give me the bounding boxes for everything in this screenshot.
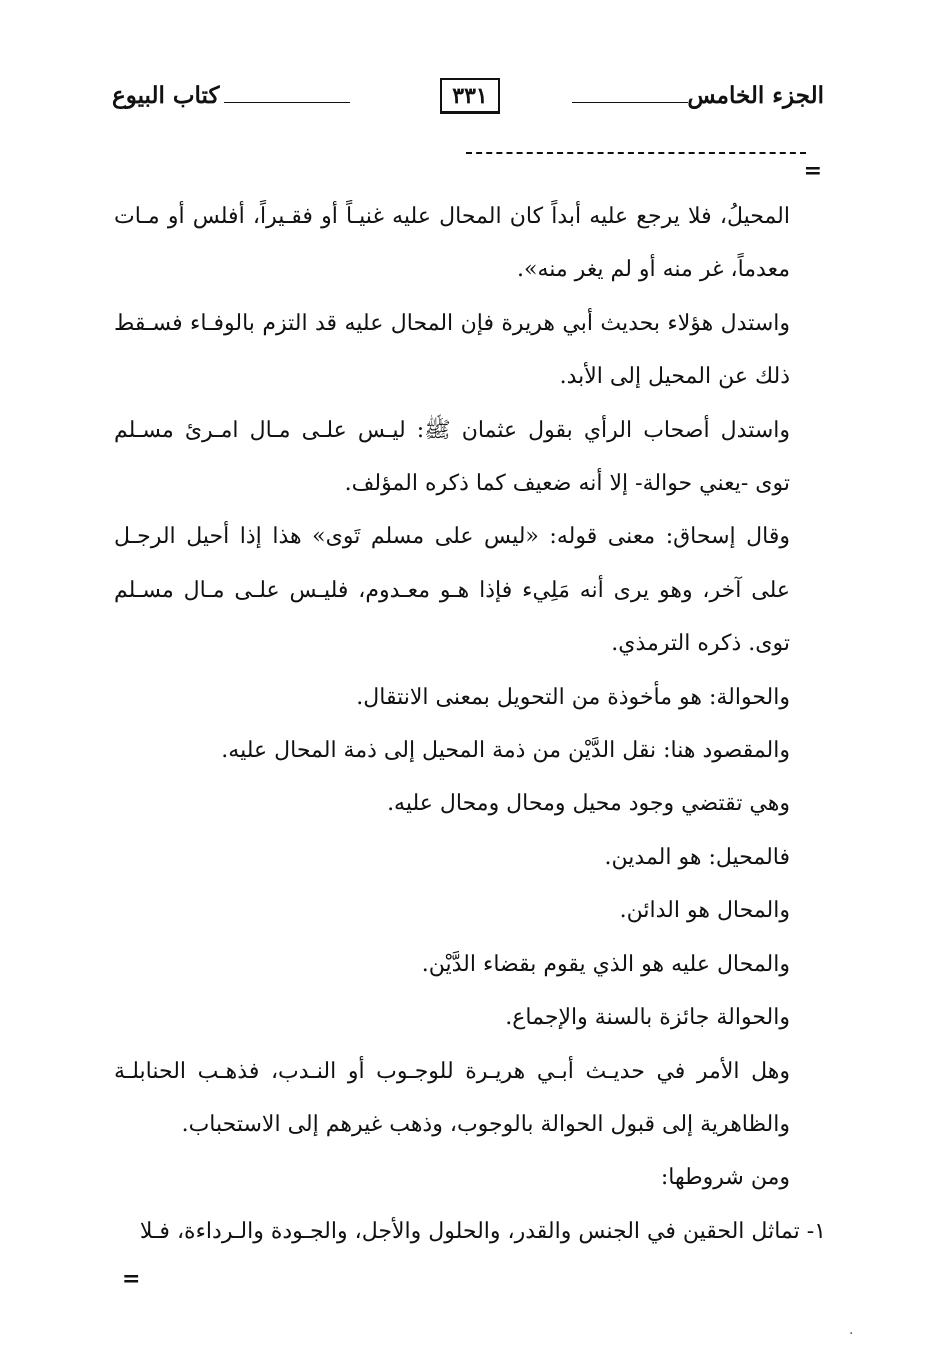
paragraph: وهل الأمر في حديـث أبـي هريـرة للوجـوب أو النـدب، فذهـب الحنابلـة والظاهرية إلى قبول الحوالة بالوجوب، وذهب غيرهم إلى الاستحباب. xyxy=(114,1058,790,1137)
paragraph: والحوالة جائزة بالسنة والإجماع. xyxy=(505,1005,790,1031)
paragraph: والمحال هو الدائن. xyxy=(619,898,790,924)
page-speck: · xyxy=(849,1326,854,1342)
paragraph: والمحال عليه هو الذي يقوم بقضاء الدَّيْن. xyxy=(421,951,790,977)
volume-label: الجزء الخامس xyxy=(687,82,824,109)
page-header xyxy=(112,80,824,126)
header-dashed-divider xyxy=(466,152,806,154)
paragraph: وقال إسحاق: معنى قوله: «ليس على مسلم تَوى» هذا إذا أحيل الرجـل على آخر، وهو يرى أنه مَلِيء فإذا هـو معـدوم، فليـس علـى مـال مسـلم توى. ذكره الترمذي. xyxy=(114,524,790,657)
book-title: كتاب البيوع xyxy=(112,82,220,109)
list-item: ١- تماثل الحقين في الجنس والقدر، والحلول والأجل، والجـودة والـرداءة، فـلا xyxy=(139,1218,826,1244)
paragraph: والحوالة: هو مأخوذة من التحويل بمعنى الانتقال. xyxy=(356,684,790,710)
paragraph: واستدل هؤلاء بحديث أبي هريرة فإن المحال عليه قد التزم بالوفـاء فسـقط ذلك عن المحيل إلى الأبد. xyxy=(114,310,790,390)
main-text xyxy=(114,190,826,1258)
paragraph: ومن شروطها: xyxy=(660,1165,790,1191)
page-number-box: ٣٣١ xyxy=(440,78,500,114)
paragraph: والمقصود هنا: نقل الدَّيْن من ذمة المحيل إلى ذمة المحال عليه. xyxy=(221,738,790,764)
header-rule-right xyxy=(572,102,688,103)
paragraph: فالمحيل: هو المدين. xyxy=(604,844,790,870)
continuation-mark-bottom: = xyxy=(122,1266,141,1292)
paragraph: وهي تقتضي وجود محيل ومحال ومحال عليه. xyxy=(387,791,790,817)
paragraph: المحيلُ، فلا يرجع عليه أبداً كان المحال عليه غنيـاً أو فقـيراً، أفلس أو مـات معدماً، غر منه أو لم يغر منه». xyxy=(114,204,790,283)
continuation-mark-top: = xyxy=(803,158,822,184)
paragraph: واستدل أصحاب الرأي بقول عثمان ﷺ: ليـس علـى مـال امـرئ مسـلم توى -يعني حوالة- إلا أنه ضعيف كما ذكره المؤلف. xyxy=(114,417,790,497)
header-rule-left xyxy=(224,102,350,103)
